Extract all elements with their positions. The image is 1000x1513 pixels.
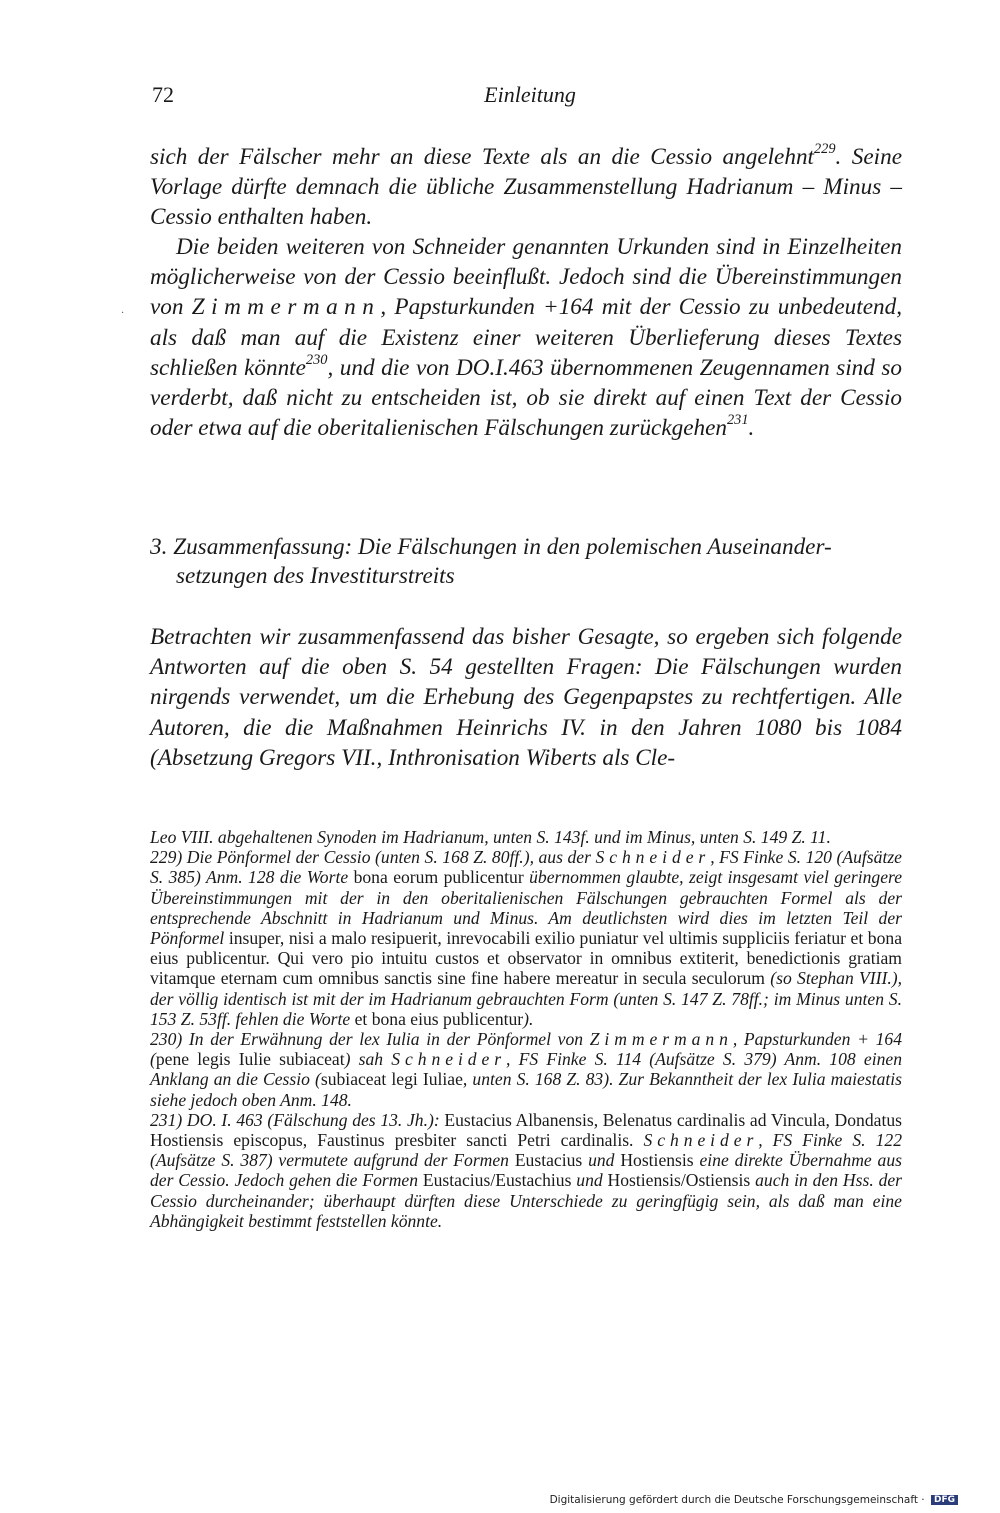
text-span: (so Stephan VIII.), der völlig identisch ist mit der im Hadrianum gebrauchten Form (unten S. 147 Z. 78ff.; im Minus unten S. 153 Z. 53ff. fehlen die Worte (150, 968, 903, 1029)
author-name: Zimmermann (191, 294, 381, 321)
latin-quote: et bona eius publicentur (354, 1008, 524, 1029)
latin-quote: Eustacius/Eustachius (422, 1170, 572, 1191)
text-span: , und die von DO.I.463 übernommenen Zeugennamen sind so verderbt, daß nicht zu entscheiden ist, ob sie direkt auf einen Text der Cessio oder etwa auf die oberitalienischen Fälschungen zurückgehen (150, 354, 902, 442)
text-span: 231) DO. I. 463 (Fälschung des 13. Jh.): (150, 1109, 445, 1130)
page-header (150, 80, 910, 116)
text-span: eine direkte Übernahme aus der Cessio. Jedoch gehen die Formen (150, 1150, 902, 1191)
author-name: Schneider (595, 847, 711, 868)
footnotes (150, 827, 902, 1231)
text-span: ) sah (344, 1049, 392, 1070)
text-span: , Papsturkunden + 164 ( (150, 1029, 902, 1070)
footnote-continuation: Leo VIII. abgehaltenen Synoden im Hadrianum, unten S. 143f. und im Minus, unten S. 149 Z. 11. (150, 827, 831, 847)
section-heading (150, 533, 902, 591)
paragraph-2 (150, 232, 902, 443)
text-span: Die beiden weiteren von Schneider genannten Urkunden sind in Einzelheiten möglicherweise von der Cessio beeinflußt. Jedoch sind die Übereinstimmungen von (150, 234, 902, 321)
text-span: und (582, 1150, 621, 1171)
latin-quote: insuper, nisi a malo resipuerit, inrevocabili exilio puniatur vel ultimis suppliciis feriatur et bona eius publicentur. Qui vero pio intuitu custos et observator in omnibus extiterit, benedictionis gratiam vitamque eternam cum omnibus sanctis sine fine habere mereatur in secula seculorum (150, 928, 902, 989)
latin-quote: Eustacius Albanensis, Belenatus cardinalis ad Vincula, Dondatus Hostiensis episcopus, Faustinus presbiter sancti Petri cardinalis. (150, 1109, 902, 1151)
latin-quote: bona eorum publicentur (353, 867, 524, 888)
running-head: Einleitung (484, 82, 576, 107)
latin-quote: subiaceat legi Iuliae, (320, 1069, 468, 1090)
text-span: unten S. 168 Z. 83). Zur Bekanntheit der lex Iulia maiestatis siehe jedoch oben Anm. 148. (150, 1069, 902, 1110)
text-span: ). (523, 1008, 534, 1029)
footnote-ref[interactable]: 230 (305, 351, 328, 368)
text-span: 229) Die Pönformel der Cessio (unten S. 168 Z. 80ff.), aus der (150, 847, 596, 868)
footnote-229 (150, 847, 902, 1029)
section-heading-line-2: setzungen des Investiturstreits (176, 563, 455, 589)
author-name: Schneider (391, 1049, 506, 1070)
paragraph-3: Betrachten wir zusammenfassend das bisher Gesagte, so ergeben sich folgende Antworten auf die oben S. 54 gestellten Fragen: Die Fälschungen wurden nirgends verwendet, um die Erhebung des Gegenpapstes zu rechtfertigen. Alle Autoren, die die Maßnahmen Heinrichs IV. in den Jahren 1080 bis 1084 (Absetzung Gregors VII., Inthronisation Wiberts als Cle- (150, 624, 902, 771)
paragraph-1 (150, 142, 902, 233)
text-span: , Papsturkunden +164 mit der Cessio zu unbedeutend, als daß man auf die Existenz einer weiteren Überlieferung dieses Textes schließen könnte (150, 294, 902, 381)
section-heading-line-1: 3. Zusammenfassung: Die Fälschungen in den polemischen Auseinander- (150, 534, 832, 560)
latin-quote: pene legis Iulie subiaceat (155, 1049, 345, 1070)
digitization-text: Digitalisierung gefördert durch die Deutsche Forschungsgemeinschaft · (549, 1494, 925, 1506)
latin-quote: Hostiensis/Ostiensis (607, 1170, 751, 1191)
author-name: Schneider (643, 1130, 759, 1151)
author-name: Zimmermann (589, 1029, 733, 1050)
dfg-logo: DFG (931, 1495, 958, 1505)
footnote-ref[interactable]: 231 (726, 412, 749, 429)
footnote-231 (150, 1110, 902, 1231)
page-number: 72 (152, 82, 174, 107)
latin-quote: Eustacius (514, 1150, 583, 1171)
footnote-230 (150, 1029, 902, 1110)
margin-mark: · (121, 308, 125, 319)
text-span: 230) In der Erwähnung der lex Iulia in der Pönformel von (150, 1029, 590, 1050)
footnote-ref[interactable]: 229 (813, 141, 836, 158)
digitization-notice (550, 1494, 958, 1506)
text-span: . Seine Vorlage dürfte demnach die übliche Zusammenstellung Hadrianum – Minus – Cessio enthalten haben. (150, 144, 902, 231)
text-span: , FS Finke S. 122 (Aufsätze S. 387) vermutete aufgrund der Formen (150, 1130, 903, 1171)
text-span: , FS Finke S. 114 (Aufsätze S. 379) Anm. 108 einen Anklang an die Cessio ( (150, 1049, 902, 1090)
text-span: . (748, 415, 755, 442)
text-span: sich der Fälscher mehr an diese Texte als an die Cessio angelehnt (150, 144, 814, 170)
text-span: , FS Finke S. 120 (Aufsätze S. 385) Anm. 128 die Worte (150, 847, 902, 888)
latin-quote: Hostiensis (620, 1150, 694, 1171)
text-span: auch in den Hss. der Cessio durcheinander; überhaupt dürften diese Unterschiede zu geringfügig sein, als daß man eine Abhängigkeit bestimmt feststellen könnte. (150, 1170, 903, 1231)
text-span: und (571, 1170, 608, 1191)
text-span: übernommen glaubte, zeigt insgesamt viel geringere Übereinstimmungen mit der in den oberitalienischen Fälschungen gebrauchten Formel als der entsprechende Abschnitt in Hadrianum und Minus. Am deutlichsten wird dies im letzten Teil der Pönformel (150, 867, 903, 949)
